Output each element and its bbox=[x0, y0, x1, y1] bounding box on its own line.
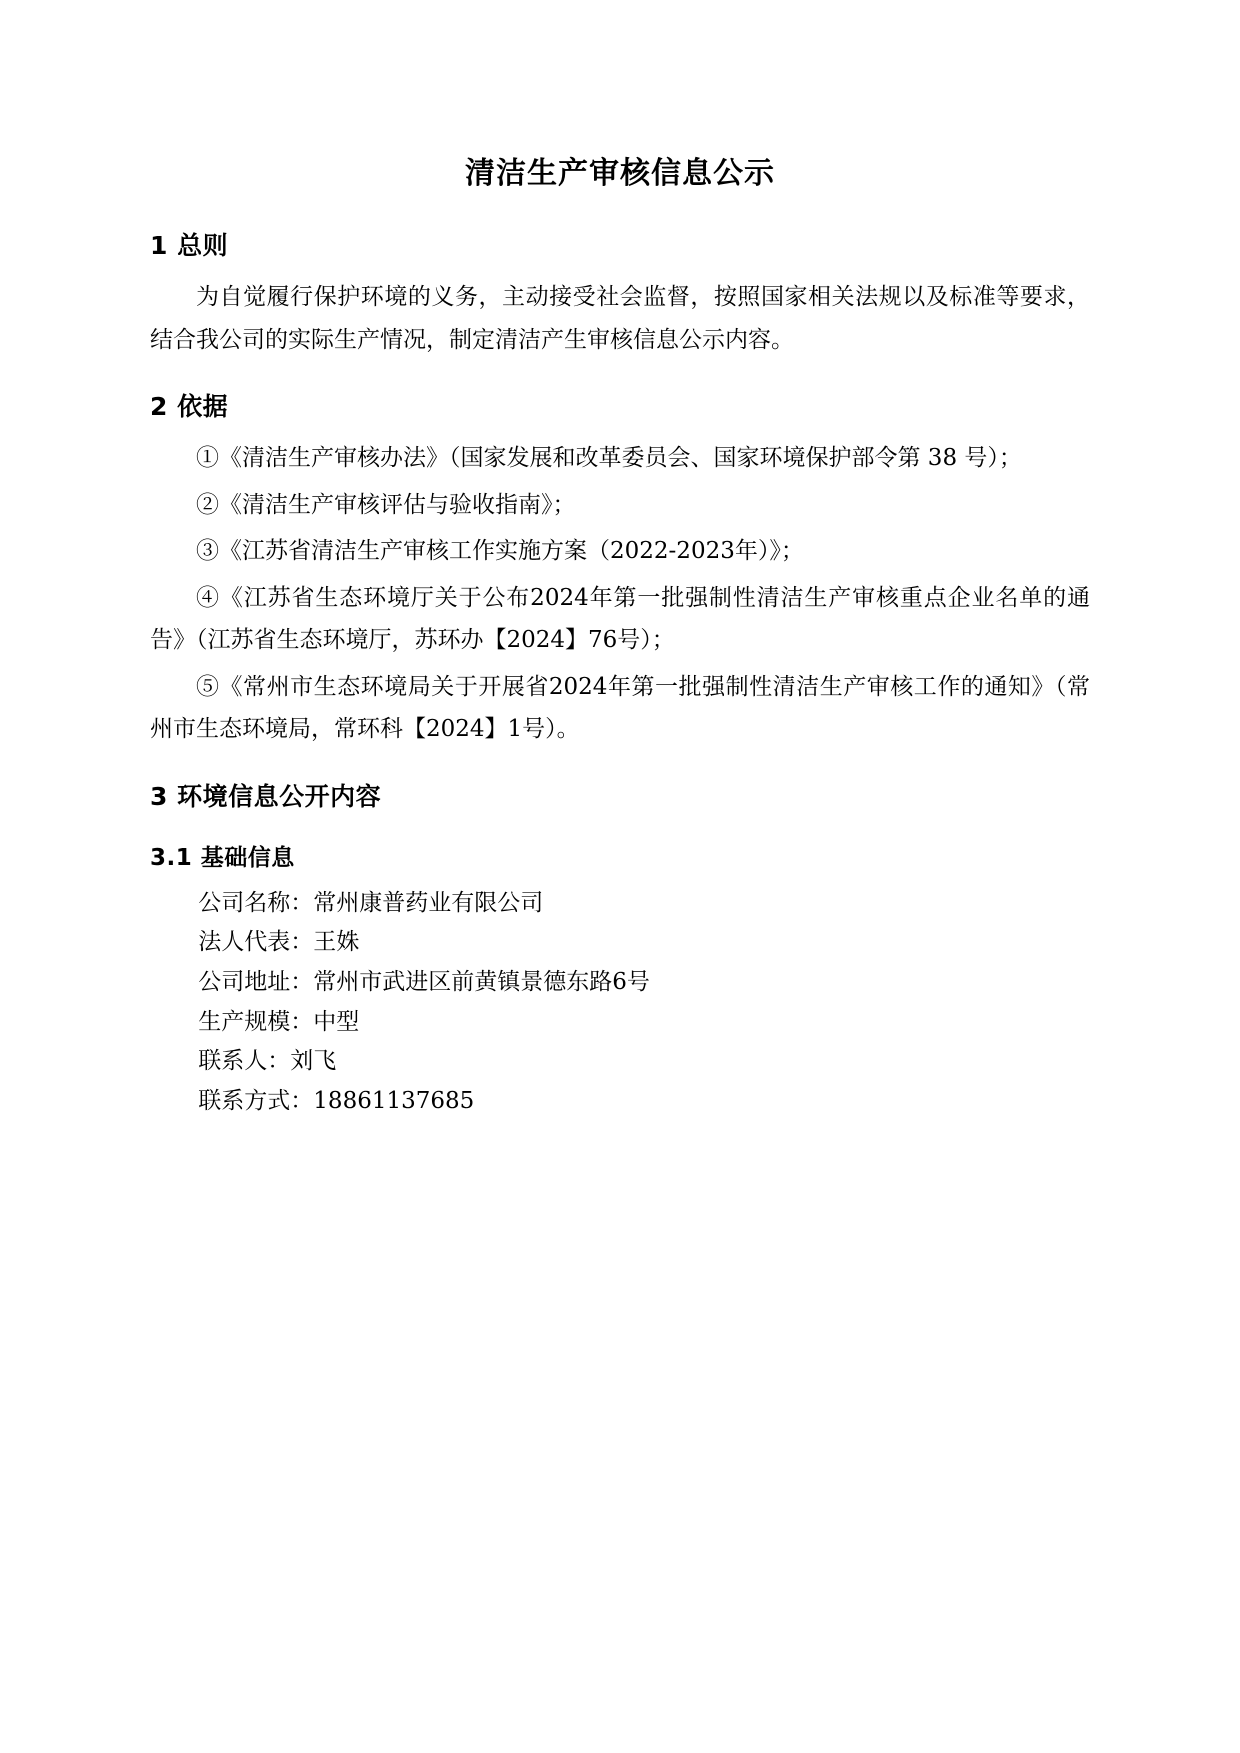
section-1-paragraph-1: 为自觉履行保护环境的义务，主动接受社会监督，按照国家相关法规以及标准等要求，结合我公司的实际生产情况，制定清洁产生审核信息公示内容。 bbox=[150, 284, 1090, 353]
section-2-paragraph-4: ④《江苏省生态环境厅关于公布2024年第一批强制性清洁生产审核重点企业名单的通告》（江苏省生态环境厅，苏环办【2024】76号）； bbox=[150, 584, 1090, 654]
page-title: 清洁生产审核信息公示 bbox=[465, 156, 775, 191]
section-2-paragraph-1: ①《清洁生产审核办法》（国家发展和改革委员会、国家环境保护部令第 38 号）； bbox=[196, 445, 1022, 472]
list-item: 公司地址：常州市武进区前黄镇景德东路6号 bbox=[198, 969, 650, 996]
list-item: 法人代表：王姝 bbox=[198, 929, 360, 956]
section-heading-1: 1 总则 bbox=[150, 231, 229, 260]
section-2-paragraph-5: ⑤《常州市生态环境局关于开展省2024年第一批强制性清洁生产审核工作的通知》（常州市生态环境局，常环科【2024】1号）。 bbox=[150, 673, 1090, 743]
section-heading-2: 2 依据 bbox=[150, 392, 229, 422]
list-item: 公司名称：常州康普药业有限公司 bbox=[198, 889, 544, 916]
basic-info-list bbox=[150, 884, 1090, 1121]
section-2-paragraph-2: ②《清洁生产审核评估与验收指南》； bbox=[196, 491, 576, 518]
list-item: 联系方式：18861137685 bbox=[198, 1087, 475, 1114]
section-2-paragraph-3: ③《江苏省清洁生产审核工作实施方案（2022-2023年）》； bbox=[196, 538, 804, 565]
section-heading-3: 3 环境信息公开内容 bbox=[150, 781, 382, 811]
list-item: 联系人：刘飞 bbox=[198, 1048, 337, 1075]
list-item: 生产规模：中型 bbox=[198, 1008, 360, 1035]
subsection-heading-3-1: 3.1 基础信息 bbox=[150, 844, 295, 871]
